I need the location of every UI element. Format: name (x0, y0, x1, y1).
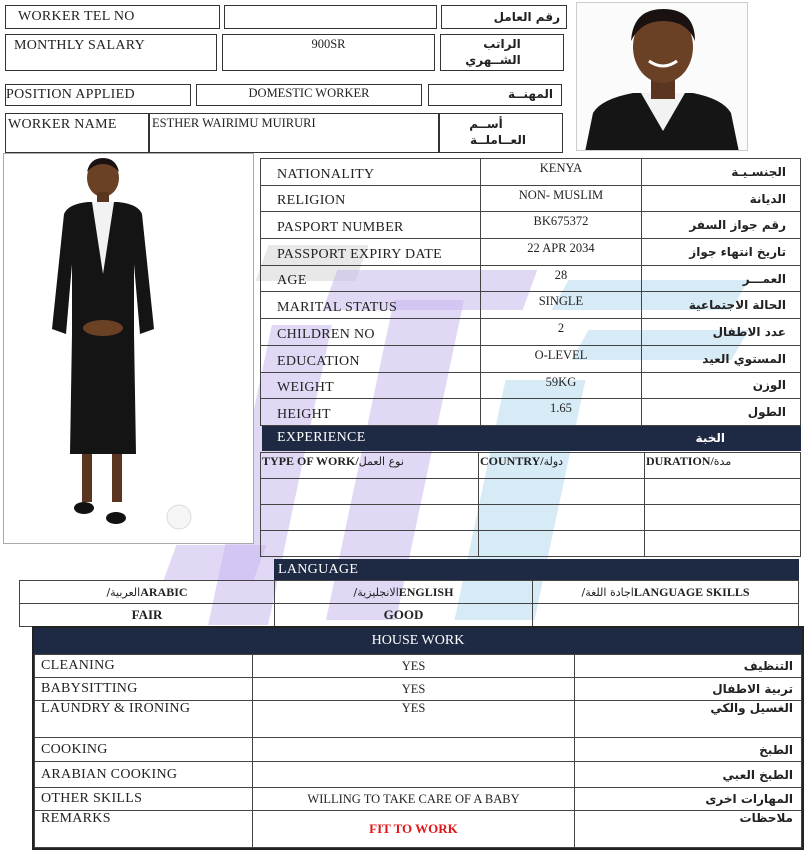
housework-value (253, 738, 575, 762)
detail-value: 28 (480, 265, 642, 292)
detail-arabic: الطول (642, 399, 801, 426)
lang-col-skills-ar: /اجادة اللغة (581, 585, 634, 599)
remarks-arabic: ملاحظات (575, 811, 802, 848)
name-arabic-box (439, 113, 563, 153)
housework-row (35, 738, 802, 762)
detail-row (261, 345, 801, 372)
col-country-en: COUNTRY/ (480, 454, 544, 468)
detail-row (261, 399, 801, 426)
housework-row (35, 678, 802, 701)
remarks-row (35, 811, 802, 848)
detail-value: KENYA (480, 159, 642, 186)
housework-value (253, 762, 575, 788)
salary-label-box (5, 34, 217, 71)
detail-label: EDUCATION (261, 345, 481, 372)
lang-col-english-en: ENGLISH (398, 584, 454, 599)
salary-label: MONTHLY SALARY (14, 38, 146, 53)
remarks-value: FIT TO WORK (253, 811, 575, 848)
detail-row (261, 265, 801, 292)
skills-level (533, 604, 799, 627)
experience-header (262, 426, 801, 451)
detail-value: SINGLE (480, 292, 642, 319)
housework-label: CLEANING (35, 655, 253, 678)
col-country-ar: دولة (543, 455, 564, 468)
col-duration-en: DURATION/ (646, 454, 714, 468)
english-level: GOOD (275, 604, 533, 627)
housework-arabic: الطبخ العبي (575, 762, 802, 788)
housework-value: YES (253, 655, 575, 678)
housework-row (35, 762, 802, 788)
detail-arabic: العمـــر (642, 265, 801, 292)
lang-col-skills (533, 581, 799, 604)
col-type-ar: نوع العمل (358, 455, 404, 468)
detail-row (261, 212, 801, 239)
name-value-box (149, 113, 439, 153)
detail-value: 22 APR 2034 (480, 239, 642, 266)
salary-value-box (222, 34, 435, 71)
housework-label: LAUNDRY & IRONING (35, 701, 253, 738)
position-value-box (196, 84, 422, 106)
position-label-box (5, 84, 191, 106)
experience-col-country (479, 453, 645, 479)
experience-header-row (261, 453, 801, 479)
salary-arabic-box (440, 34, 564, 71)
housework-label: COOKING (35, 738, 253, 762)
lang-col-skills-en: LANGUAGE SKILLS (633, 584, 750, 599)
name-label: WORKER NAME (8, 117, 117, 132)
housework-arabic: المهارات اخرى (575, 788, 802, 811)
lang-col-english (275, 581, 533, 604)
detail-label: MARITAL STATUS (261, 292, 481, 319)
detail-row (261, 185, 801, 212)
detail-row (261, 372, 801, 399)
detail-label: PASPORT NUMBER (261, 212, 481, 239)
detail-row (261, 159, 801, 186)
lang-col-arabic-ar: /العربية (106, 585, 141, 599)
detail-value: BK675372 (480, 212, 642, 239)
language-level-row (20, 604, 799, 627)
housework-label: BABYSITTING (35, 678, 253, 701)
detail-value: 1.65 (480, 399, 642, 426)
name-arabic-line2: العــاملــة (470, 133, 526, 147)
detail-row (261, 292, 801, 319)
housework-row (35, 788, 802, 811)
experience-row (261, 479, 801, 505)
experience-col-type (261, 453, 479, 479)
detail-arabic: تاريخ انتهاء جواز (642, 239, 801, 266)
watermark-shape (164, 545, 267, 580)
housework-section (32, 626, 804, 850)
details-table (260, 158, 801, 426)
detail-value: 59KG (480, 372, 642, 399)
full-body-photo (3, 153, 254, 544)
experience-title: EXPERIENCE (277, 430, 366, 445)
experience-table (260, 452, 801, 557)
housework-arabic: الطبخ (575, 738, 802, 762)
portrait-photo (576, 2, 748, 151)
experience-col-duration (645, 453, 801, 479)
name-arabic-line1: أســم (469, 117, 503, 131)
detail-arabic: الحالة الاجتماعية (642, 292, 801, 319)
salary-arabic-line1: الراتب (483, 37, 521, 51)
experience-row (261, 505, 801, 531)
col-type-en: TYPE OF WORK/ (262, 454, 359, 468)
housework-header: HOUSE WORK (34, 628, 802, 654)
detail-row (261, 319, 801, 346)
language-title: LANGUAGE (278, 562, 359, 577)
tel-label-box (5, 5, 220, 29)
housework-label: OTHER SKILLS (35, 788, 253, 811)
lang-col-english-ar: /الانجليزية (353, 585, 399, 599)
detail-arabic: الوزن (642, 372, 801, 399)
detail-label: CHILDREN NO (261, 319, 481, 346)
housework-arabic: الغسيل والكي (575, 701, 802, 738)
detail-value: 2 (480, 319, 642, 346)
housework-table (34, 654, 802, 848)
name-label-box (5, 113, 149, 153)
name-value: ESTHER WAIRIMU MUIRURI (152, 116, 316, 130)
housework-row (35, 701, 802, 738)
detail-arabic: الديانة (642, 185, 801, 212)
detail-label: WEIGHT (261, 372, 481, 399)
detail-arabic: عدد الاطفال (642, 319, 801, 346)
housework-value: YES (253, 678, 575, 701)
tel-label: WORKER TEL NO (18, 9, 135, 24)
housework-arabic: تربية الاطفال (575, 678, 802, 701)
housework-label: ARABIAN COOKING (35, 762, 253, 788)
housework-value: YES (253, 701, 575, 738)
tel-value-box (224, 5, 437, 29)
position-arabic-box (428, 84, 562, 106)
position-value: DOMESTIC WORKER (248, 86, 370, 100)
language-table (19, 580, 799, 627)
salary-value: 900SR (311, 37, 346, 51)
housework-arabic: التنظيف (575, 655, 802, 678)
detail-value: O-LEVEL (480, 345, 642, 372)
tel-arabic: رقم العامل (493, 10, 560, 24)
salary-arabic-line2: الشــهري (465, 53, 521, 67)
housework-row (35, 655, 802, 678)
detail-arabic: الجنسـيـة (642, 159, 801, 186)
experience-row (261, 531, 801, 557)
detail-label: HEIGHT (261, 399, 481, 426)
language-header (274, 559, 799, 580)
detail-value: NON- MUSLIM (480, 185, 642, 212)
detail-row (261, 239, 801, 266)
language-header-row (20, 581, 799, 604)
tel-arabic-box (441, 5, 567, 29)
housework-value: WILLING TO TAKE CARE OF A BABY (253, 788, 575, 811)
lang-col-arabic (20, 581, 275, 604)
remarks-label: REMARKS (35, 811, 253, 848)
col-duration-ar: مدة (713, 455, 732, 468)
experience-title-arabic: الخبة (695, 431, 725, 445)
detail-arabic: المستوي العيد (642, 345, 801, 372)
detail-label: PASSPORT EXPIRY DATE (261, 239, 481, 266)
arabic-level: FAIR (20, 604, 275, 627)
lang-col-arabic-en: ARABIC (140, 584, 188, 599)
detail-arabic: رقم جواز السفر (642, 212, 801, 239)
position-label: POSITION APPLIED (6, 87, 135, 102)
detail-label: NATIONALITY (261, 159, 481, 186)
position-arabic: المهنــة (508, 87, 553, 101)
detail-label: RELIGION (261, 185, 481, 212)
detail-label: AGE (261, 265, 481, 292)
